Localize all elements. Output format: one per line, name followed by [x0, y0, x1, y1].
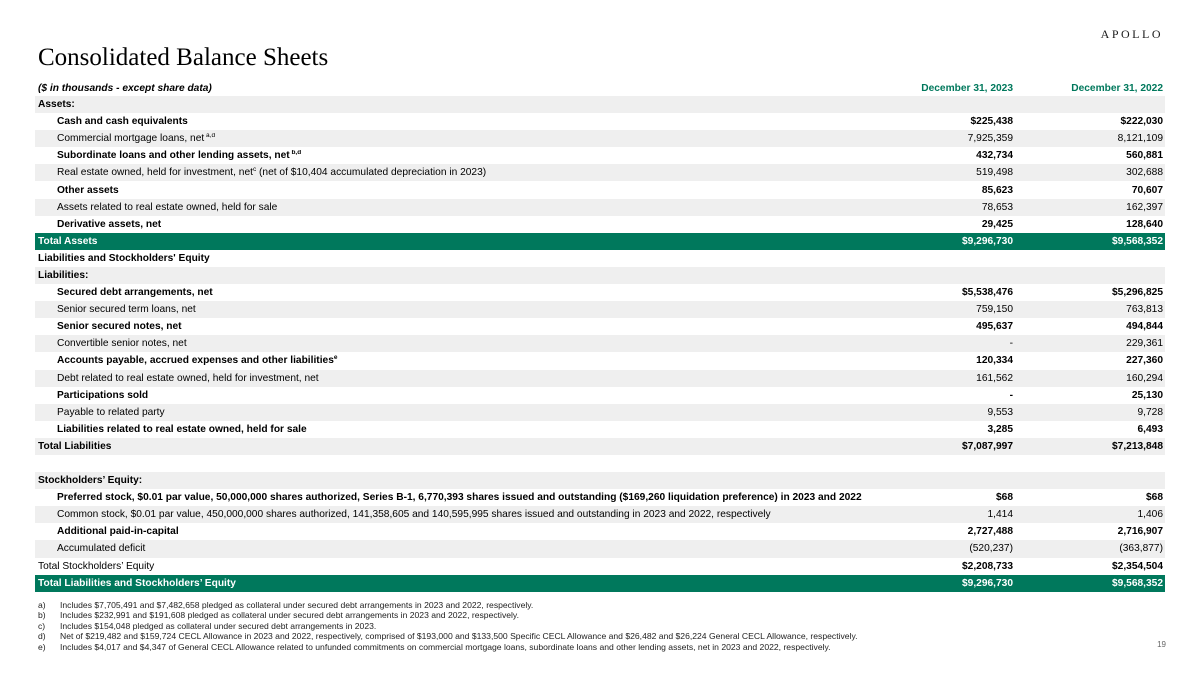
row-label [35, 390, 863, 401]
table-row [35, 267, 1165, 284]
table-row [35, 523, 1165, 540]
value-2023: - [1009, 338, 1013, 350]
footnote-key: d) [38, 631, 46, 642]
row-label-text: Convertible senior notes, net [57, 338, 187, 350]
row-label-suffix: (net of $10,404 accumulated depreciation in 2023) [256, 167, 487, 179]
footnote-key: e) [38, 641, 46, 652]
row-label-text: Liabilities and Stockholders' Equity [38, 252, 210, 264]
row-label [35, 253, 863, 264]
table-row [35, 352, 1165, 369]
value-2023: 120,334 [976, 355, 1013, 367]
row-label [35, 202, 863, 213]
row-label [35, 338, 863, 349]
value-2022: 9,728 [1137, 406, 1163, 418]
row-label-text: Assets: [38, 99, 75, 111]
row-label [35, 133, 863, 144]
footnote [38, 610, 1038, 620]
value-2023: 29,425 [981, 218, 1013, 230]
value-2022: $9,568,352 [1112, 235, 1163, 247]
value-2022: 494,844 [1126, 321, 1163, 333]
row-label-text: Debt related to real estate owned, held for investment, net [57, 372, 319, 384]
value-2022: 560,881 [1126, 150, 1163, 162]
value-2022: 8,121,109 [1117, 133, 1163, 145]
table-row [35, 113, 1165, 130]
row-label [35, 219, 863, 230]
row-label [35, 373, 863, 384]
table-row [35, 233, 1165, 250]
row-label [35, 355, 863, 366]
row-label [35, 475, 863, 486]
row-label-text: Real estate owned, held for investment, net [57, 167, 253, 179]
row-label [35, 99, 863, 110]
row-label [35, 561, 863, 572]
value-2023: $7,087,997 [962, 440, 1013, 452]
row-label [35, 185, 863, 196]
table-row [35, 421, 1165, 438]
value-2022: 128,640 [1126, 218, 1163, 230]
value-2023: $9,296,730 [962, 235, 1013, 247]
row-label [35, 167, 863, 178]
units-label: ($ in thousands - except share data) [38, 82, 212, 94]
row-label [35, 150, 863, 161]
column-header-2023: December 31, 2023 [921, 82, 1013, 94]
table-row [35, 489, 1165, 506]
row-label-text: Stockholders’ Equity: [38, 475, 143, 487]
table-row [35, 506, 1165, 523]
footnote-marker: c [252, 167, 257, 174]
row-label [35, 287, 863, 298]
row-label-text: Additional paid-in-capital [57, 526, 179, 538]
row-label-text: Total Assets [38, 235, 98, 247]
row-label [35, 304, 863, 315]
table-row [35, 216, 1165, 233]
footnote-text: Includes $232,991 and $191,608 pledged as collateral under secured debt arrangements in 2023 and 2022, respectively. [60, 610, 519, 621]
row-label [35, 407, 863, 418]
table-row [35, 96, 1165, 113]
table-header [35, 80, 1165, 96]
row-label [35, 270, 863, 281]
value-2022: $9,568,352 [1112, 577, 1163, 589]
value-2022: (363,877) [1119, 543, 1163, 555]
footnote-text: Includes $7,705,491 and $7,482,658 pledged as collateral under secured debt arrangements in 2023 and 2022, respectively. [60, 600, 534, 610]
value-2023: 759,150 [976, 304, 1013, 316]
column-header-2022: December 31, 2022 [1071, 82, 1163, 94]
value-2022: $7,213,848 [1112, 440, 1163, 452]
footnote-key: c) [38, 620, 46, 631]
table-row [35, 147, 1165, 164]
value-2023: 3,285 [987, 423, 1013, 435]
row-label-text: Liabilities: [38, 269, 89, 281]
value-2022: 70,607 [1131, 184, 1163, 196]
value-2023: $5,538,476 [962, 287, 1013, 299]
row-label [35, 424, 863, 435]
table-row [35, 387, 1165, 404]
value-2022: 227,360 [1126, 355, 1163, 367]
value-2022: 25,130 [1131, 389, 1163, 401]
value-2022: $68 [1146, 492, 1163, 504]
footnote [38, 631, 1038, 641]
table-row [35, 438, 1165, 455]
row-label-text: Total Stockholders’ Equity [38, 560, 155, 572]
footnote [38, 621, 1038, 631]
value-2022: 302,688 [1126, 167, 1163, 179]
value-2023: 161,562 [976, 372, 1013, 384]
table-row [35, 404, 1165, 421]
footnote [38, 642, 1038, 652]
row-label-text: Commercial mortgage loans, net [57, 133, 205, 145]
value-2022: 160,294 [1126, 372, 1163, 384]
footnote-marker: e [333, 355, 338, 362]
table-row [35, 164, 1165, 181]
row-label [35, 321, 863, 332]
row-label [35, 116, 863, 127]
value-2023: 432,734 [976, 150, 1013, 162]
table-row [35, 335, 1165, 352]
table-row [35, 575, 1165, 592]
value-2023: 85,623 [981, 184, 1013, 196]
value-2023: $225,438 [970, 116, 1013, 128]
value-2022: $2,354,504 [1112, 560, 1163, 572]
row-label-text: Assets related to real estate owned, held for sale [57, 201, 278, 213]
value-2023: 78,653 [981, 201, 1013, 213]
value-2023: 495,637 [976, 321, 1013, 333]
value-2023: 7,925,359 [967, 133, 1013, 145]
footnote-key: a) [38, 600, 46, 610]
brand-logo: APOLLO [1100, 27, 1163, 41]
footnotes [38, 600, 1038, 652]
value-2022: 763,813 [1126, 304, 1163, 316]
value-2022: 1,406 [1137, 509, 1163, 521]
table-row [35, 472, 1165, 489]
table-row [35, 181, 1165, 198]
row-label [35, 441, 863, 452]
value-2023: 9,553 [987, 406, 1013, 418]
table-row [35, 130, 1165, 147]
row-label [35, 236, 863, 247]
value-2022: 162,397 [1126, 201, 1163, 213]
row-label-text: Accumulated deficit [57, 543, 146, 555]
value-2023: - [1009, 389, 1013, 401]
table-row [35, 301, 1165, 318]
value-2023: $68 [996, 492, 1013, 504]
row-label-text: Cash and cash equivalents [57, 116, 188, 128]
page-title: Consolidated Balance Sheets [38, 44, 329, 71]
value-2023: 2,727,488 [967, 526, 1013, 538]
footnote-marker: b,d [289, 150, 302, 157]
row-label-text: Participations sold [57, 389, 149, 401]
footnote [38, 600, 1038, 610]
page-number: 19 [1157, 640, 1166, 649]
row-label [35, 492, 863, 503]
table-row [35, 250, 1165, 267]
footnote-marker: a,d [204, 133, 216, 140]
value-2023: $2,208,733 [962, 560, 1013, 572]
balance-sheet-table [35, 80, 1165, 592]
table-row [35, 540, 1165, 557]
table-row [35, 199, 1165, 216]
row-label-text: Other assets [57, 184, 119, 196]
row-label-text: Total Liabilities [38, 440, 112, 452]
row-label-text: Derivative assets, net [57, 218, 162, 230]
value-2022: 6,493 [1137, 423, 1163, 435]
value-2022: $5,296,825 [1112, 287, 1163, 299]
row-label-text: Liabilities related to real estate owned, held for sale [57, 423, 307, 435]
table-row [35, 455, 1165, 472]
value-2023: 1,414 [987, 509, 1013, 521]
row-label [35, 578, 863, 589]
footnote-key: b) [38, 610, 46, 621]
value-2023: (520,237) [969, 543, 1013, 555]
table-row [35, 318, 1165, 335]
row-label-text: Preferred stock, $0.01 par value, 50,000,000 shares authorized, Series B-1, 6,770,393 shares issued and outstanding ($169,260 liquidation preference) in 2023 and 2022 [57, 492, 862, 504]
row-label-text: Secured debt arrangements, net [57, 287, 213, 299]
footnote-text: Includes $154,048 pledged as collateral under secured debt arrangements in 2023. [60, 620, 377, 631]
footnote-text: Net of $219,482 and $159,724 CECL Allowance in 2023 and 2022, respectively, comprised of $193,000 and $133,500 Specific CECL Allowance and $26,482 and $26,224 General CECL Allowance, respectively. [60, 631, 858, 642]
row-label [35, 509, 863, 520]
footnote-text: Includes $4,017 and $4,347 of General CECL Allowance related to unfunded commitments on commercial mortgage loans, subordinate loans and other lending assets, net in 2023 and 2022, respectively. [60, 641, 831, 652]
row-label-text: Subordinate loans and other lending assets, net [57, 150, 290, 162]
row-label [35, 526, 863, 537]
value-2022: $222,030 [1120, 116, 1163, 128]
row-label-text: Accounts payable, accrued expenses and other liabilities [57, 355, 334, 367]
value-2023: 519,498 [976, 167, 1013, 179]
table-row [35, 558, 1165, 575]
row-label-text: Senior secured notes, net [57, 321, 182, 333]
table-row [35, 284, 1165, 301]
table-row [35, 370, 1165, 387]
table-body [35, 96, 1165, 592]
row-label-text: Total Liabilities and Stockholders’ Equity [38, 577, 236, 589]
value-2022: 2,716,907 [1117, 526, 1163, 538]
row-label-text: Payable to related party [57, 406, 165, 418]
row-label-text: Senior secured term loans, net [57, 304, 196, 316]
value-2023: $9,296,730 [962, 577, 1013, 589]
row-label-text: Common stock, $0.01 par value, 450,000,000 shares authorized, 141,358,605 and 140,595,995 shares issued and outstanding in 2023 and 2022, respectively [57, 509, 771, 521]
value-2022: 229,361 [1126, 338, 1163, 350]
row-label [35, 543, 863, 554]
